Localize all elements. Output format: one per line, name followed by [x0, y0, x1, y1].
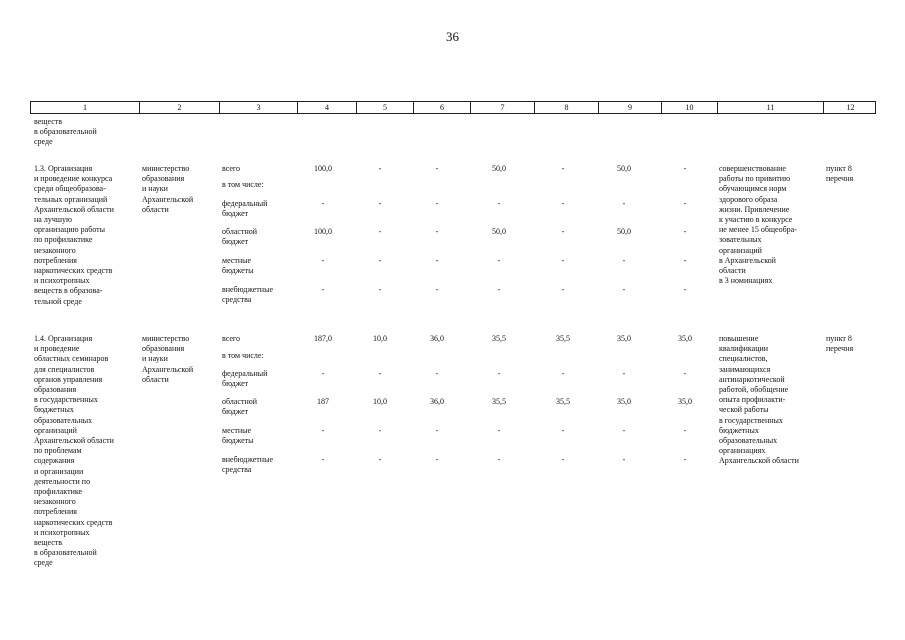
value-cell: -: [435, 426, 439, 435]
value-cell: 36,0: [430, 334, 444, 343]
value-cell: 50,0: [617, 164, 631, 173]
value-cell: 100,0: [314, 227, 332, 236]
value-cell: -: [683, 256, 687, 265]
funding-source: в том числе:: [222, 180, 264, 189]
value-cell: -: [435, 455, 439, 464]
value-cell: -: [321, 285, 325, 294]
value-cell: -: [683, 455, 687, 464]
value-cell: -: [622, 369, 626, 378]
value-cell: -: [561, 369, 565, 378]
value-cell: 35,0: [617, 334, 631, 343]
header-cell: 12: [823, 102, 877, 113]
value-cell: -: [561, 227, 565, 236]
value-cell: -: [378, 455, 382, 464]
header-cell: 11: [717, 102, 823, 113]
value-cell: -: [497, 285, 501, 294]
value-cell: -: [435, 256, 439, 265]
value-cell: -: [321, 199, 325, 208]
header-cell: 2: [139, 102, 219, 113]
header-cell: 9: [598, 102, 661, 113]
value-cell: 100,0: [314, 164, 332, 173]
funding-source: в том числе:: [222, 351, 264, 360]
value-cell: -: [378, 256, 382, 265]
value-cell: -: [378, 285, 382, 294]
header-cell: 3: [219, 102, 297, 113]
value-cell: -: [378, 227, 382, 236]
value-cell: 50,0: [617, 227, 631, 236]
row-14-executor: министерство образования и науки Архангельской области: [142, 334, 194, 384]
value-cell: -: [683, 164, 687, 173]
header-cell: 4: [297, 102, 356, 113]
value-cell: -: [622, 455, 626, 464]
value-cell: -: [561, 199, 565, 208]
value-cell: 50,0: [492, 164, 506, 173]
value-cell: -: [378, 199, 382, 208]
header-cell: 8: [534, 102, 598, 113]
value-cell: 35,5: [492, 397, 506, 406]
value-cell: -: [321, 426, 325, 435]
value-cell: 35,0: [678, 334, 692, 343]
funding-source: местные бюджеты: [222, 256, 254, 276]
value-cell: -: [561, 256, 565, 265]
value-cell: -: [683, 285, 687, 294]
value-cell: -: [622, 199, 626, 208]
value-cell: -: [497, 426, 501, 435]
row-13-executor: министерство образования и науки Архангельской области: [142, 164, 194, 214]
funding-source: всего: [222, 164, 241, 173]
value-cell: -: [561, 426, 565, 435]
value-cell: -: [497, 369, 501, 378]
value-cell: -: [497, 455, 501, 464]
funding-source: областной бюджет: [222, 397, 258, 417]
value-cell: -: [435, 164, 439, 173]
table-header-row: [30, 101, 876, 114]
value-cell: -: [683, 227, 687, 236]
funding-source: местные бюджеты: [222, 426, 254, 446]
funding-source: областной бюджет: [222, 227, 258, 247]
value-cell: -: [561, 164, 565, 173]
value-cell: 10,0: [373, 334, 387, 343]
value-cell: 36,0: [430, 397, 444, 406]
value-cell: 50,0: [492, 227, 506, 236]
value-cell: -: [378, 426, 382, 435]
value-cell: -: [321, 369, 325, 378]
value-cell: -: [622, 426, 626, 435]
value-cell: -: [435, 285, 439, 294]
value-cell: 187,0: [314, 334, 332, 343]
value-cell: -: [683, 199, 687, 208]
value-cell: 35,5: [492, 334, 506, 343]
funding-source: федеральный бюджет: [222, 199, 268, 219]
header-cell: 10: [661, 102, 717, 113]
funding-source: внебюджетные средства: [222, 285, 273, 305]
row-14-result: повышение квалификации специалистов, занимающихся антинаркотической работой, обобщение опыта профилакти- ческой работы в государственных бюджетных образовательных организациях Архангельской области: [719, 334, 799, 466]
header-cell: 6: [413, 102, 470, 113]
row-14-name: 1.4. Организация и проведение областных семинаров для специалистов органов управления образования в государственных бюджетных образовательных организаций Архангельской области по проблемам содержания и организации деятельности по профилактике незаконного потребления наркотических средств и психотропных веществ в образовательной среде: [34, 334, 114, 568]
value-cell: -: [435, 227, 439, 236]
value-cell: -: [561, 285, 565, 294]
funding-source: всего: [222, 334, 241, 343]
value-cell: -: [378, 369, 382, 378]
page-number: 36: [446, 29, 459, 44]
value-cell: -: [321, 455, 325, 464]
carry-over-text: веществ в образовательной среде: [34, 117, 97, 147]
value-cell: -: [683, 426, 687, 435]
header-cell: 5: [356, 102, 413, 113]
row-13-ref: пункт 8 перечня: [826, 164, 854, 184]
value-cell: -: [435, 369, 439, 378]
funding-source: федеральный бюджет: [222, 369, 268, 389]
value-cell: -: [497, 199, 501, 208]
value-cell: -: [497, 256, 501, 265]
value-cell: -: [435, 199, 439, 208]
value-cell: 35,5: [556, 397, 570, 406]
value-cell: 35,0: [678, 397, 692, 406]
value-cell: -: [683, 369, 687, 378]
value-cell: -: [622, 256, 626, 265]
value-cell: 35,5: [556, 334, 570, 343]
funding-source: внебюджетные средства: [222, 455, 273, 475]
value-cell: -: [561, 455, 565, 464]
row-13-name: 1.3. Организация и проведение конкурса среди общеобразова- тельных организаций Архангельской области на лучшую организацию работы по профилактике незаконного потребления наркотических средств и психотропных веществ в образова- тельной среде: [34, 164, 114, 306]
row-14-ref: пункт 8 перечня: [826, 334, 854, 354]
row-13-result: совершенствование работы по привитию обучающимся норм здорового образа жизни. Привлечение к участию в конкурсе не менее 15 общеобра- зовательных организаций в Архангельской области в 3 номинациях: [719, 164, 797, 286]
header-cell: 7: [470, 102, 534, 113]
value-cell: 187: [317, 397, 329, 406]
value-cell: -: [321, 256, 325, 265]
value-cell: -: [622, 285, 626, 294]
value-cell: -: [378, 164, 382, 173]
header-cell: 1: [83, 103, 87, 112]
value-cell: 10,0: [373, 397, 387, 406]
value-cell: 35,0: [617, 397, 631, 406]
